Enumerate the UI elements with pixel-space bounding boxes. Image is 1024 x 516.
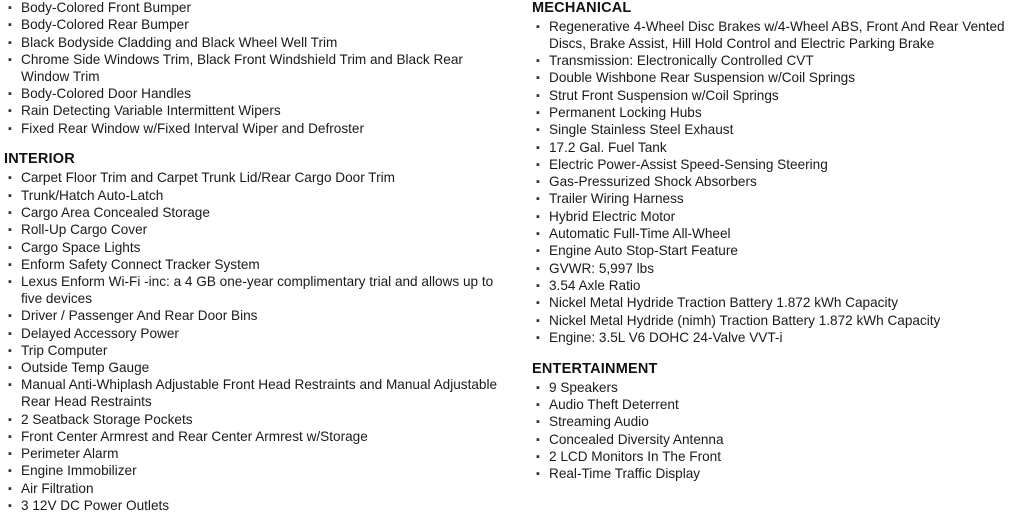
list-item <box>4 257 506 274</box>
bullet-icon: ▪ <box>8 327 12 340</box>
bullet-icon: ▪ <box>536 468 540 481</box>
list-item <box>4 326 506 343</box>
bullet-icon: ▪ <box>536 450 540 463</box>
list-item-label: Outside Temp Gauge <box>21 360 150 376</box>
list-item <box>532 380 1016 397</box>
list-item <box>4 170 506 187</box>
bullet-icon: ▪ <box>536 55 540 68</box>
list-item-label: Manual Anti-Whiplash Adjustable Front Head Restraints and Manual Adjustable Rear Head Restraints <box>21 377 498 410</box>
list-item-label: GVWR: 5,997 lbs <box>549 260 655 276</box>
list-item <box>4 205 506 222</box>
bullet-icon: ▪ <box>536 106 540 119</box>
list-item-label: Cargo Space Lights <box>21 239 141 255</box>
list-item-label: Engine Immobilizer <box>21 463 137 479</box>
list-item <box>532 397 1016 414</box>
list-item-label: Electric Power-Assist Speed-Sensing Steering <box>549 156 828 172</box>
bullet-icon: ▪ <box>8 2 12 14</box>
list-item <box>4 121 506 138</box>
list-item-label: Nickel Metal Hydride Traction Battery 1.872 kWh Capacity <box>549 295 899 311</box>
list-item <box>532 243 1016 260</box>
list-item-label: 9 Speakers <box>549 379 618 395</box>
bullet-icon: ▪ <box>8 241 12 254</box>
list-item-label: Hybrid Electric Motor <box>549 208 676 224</box>
list-item <box>4 274 506 308</box>
list-item <box>532 19 1016 53</box>
bullet-icon: ▪ <box>8 448 12 461</box>
list-item-label: Trip Computer <box>21 342 108 358</box>
bullet-icon: ▪ <box>8 172 12 185</box>
list-item <box>4 498 506 515</box>
bullet-icon: ▪ <box>536 433 540 446</box>
list-item <box>532 157 1016 174</box>
list-item-label: Gas-Pressurized Shock Absorbers <box>549 174 757 190</box>
list-item <box>4 308 506 325</box>
list-item <box>532 88 1016 105</box>
bullet-icon: ▪ <box>8 344 12 357</box>
list-item-label: Trunk/Hatch Auto-Latch <box>21 187 164 203</box>
bullet-icon: ▪ <box>8 87 12 100</box>
list-item-label: Black Bodyside Cladding and Black Wheel Well Trim <box>21 34 338 50</box>
list-item-label: 17.2 Gal. Fuel Tank <box>549 139 667 155</box>
list-item <box>532 278 1016 295</box>
bullet-icon: ▪ <box>536 381 540 394</box>
spec-section <box>532 0 1016 347</box>
spec-list <box>4 0 506 137</box>
list-item-label: 3.54 Axle Ratio <box>549 277 641 293</box>
list-item <box>532 313 1016 330</box>
list-item <box>4 17 506 34</box>
bullet-icon: ▪ <box>8 500 12 513</box>
bullet-icon: ▪ <box>8 19 12 32</box>
list-item <box>4 429 506 446</box>
bullet-icon: ▪ <box>536 176 540 189</box>
section-heading: MECHANICAL <box>532 0 632 16</box>
bullet-icon: ▪ <box>536 21 540 33</box>
list-item <box>532 53 1016 70</box>
list-item-label: Automatic Full-Time All-Wheel <box>549 226 731 242</box>
list-item-label: Engine: 3.5L V6 DOHC 24-Valve VVT-i <box>549 329 783 345</box>
list-item-label: Body-Colored Rear Bumper <box>21 17 189 33</box>
list-item-label: Perimeter Alarm <box>21 446 119 462</box>
bullet-icon: ▪ <box>8 53 12 66</box>
list-item-label: Body-Colored Door Handles <box>21 85 192 101</box>
list-item-label: Real-Time Traffic Display <box>549 466 701 482</box>
list-item <box>532 191 1016 208</box>
list-item-label: Front Center Armrest and Rear Center Armrest w/Storage <box>21 428 368 444</box>
spec-list <box>532 19 1016 347</box>
list-item <box>4 0 506 17</box>
list-item <box>4 52 506 86</box>
list-item <box>532 261 1016 278</box>
list-item <box>532 414 1016 431</box>
bullet-icon: ▪ <box>536 124 540 137</box>
bullet-icon: ▪ <box>8 224 12 237</box>
bullet-icon: ▪ <box>536 245 540 258</box>
list-item-label: Strut Front Suspension w/Coil Springs <box>549 87 779 103</box>
bullet-icon: ▪ <box>536 193 540 206</box>
list-item <box>532 209 1016 226</box>
bullet-icon: ▪ <box>536 331 540 344</box>
list-item <box>4 463 506 480</box>
bullet-icon: ▪ <box>8 465 12 478</box>
list-item <box>4 222 506 239</box>
bullet-icon: ▪ <box>536 279 540 292</box>
list-item-label: Nickel Metal Hydride (nimh) Traction Battery 1.872 kWh Capacity <box>549 312 941 328</box>
list-item-label: Transmission: Electronically Controlled CVT <box>549 53 814 69</box>
section-heading: ENTERTAINMENT <box>532 360 658 377</box>
list-item <box>532 70 1016 87</box>
bullet-icon: ▪ <box>8 122 12 135</box>
list-item <box>532 432 1016 449</box>
list-item <box>4 240 506 257</box>
list-item <box>4 377 506 411</box>
bullet-icon: ▪ <box>8 430 12 443</box>
list-item-label: Trailer Wiring Harness <box>549 191 684 207</box>
list-item-label: Double Wishbone Rear Suspension w/Coil Springs <box>549 70 856 86</box>
bullet-icon: ▪ <box>536 314 540 327</box>
list-item-label: Rain Detecting Variable Intermittent Wipers <box>21 103 281 119</box>
spec-list <box>4 170 506 514</box>
list-item <box>532 330 1016 347</box>
bullet-icon: ▪ <box>536 297 540 310</box>
bullet-icon: ▪ <box>536 262 540 275</box>
list-item <box>4 481 506 498</box>
list-item <box>532 140 1016 157</box>
list-item-label: 2 LCD Monitors In The Front <box>549 448 722 464</box>
bullet-icon: ▪ <box>536 398 540 411</box>
list-item-label: Fixed Rear Window w/Fixed Interval Wiper and Defroster <box>21 120 364 136</box>
right-column <box>516 0 1024 516</box>
bullet-icon: ▪ <box>8 36 12 49</box>
list-item <box>532 449 1016 466</box>
list-item-label: 2 Seatback Storage Pockets <box>21 411 193 427</box>
bullet-icon: ▪ <box>8 362 12 375</box>
list-item-label: Roll-Up Cargo Cover <box>21 222 148 238</box>
list-item-label: Air Filtration <box>21 480 94 496</box>
list-item-label: Audio Theft Deterrent <box>549 396 679 412</box>
list-item-label: Enform Safety Connect Tracker System <box>21 256 260 272</box>
bullet-icon: ▪ <box>8 105 12 118</box>
bullet-icon: ▪ <box>536 416 540 429</box>
list-item <box>4 188 506 205</box>
bullet-icon: ▪ <box>536 72 540 85</box>
spec-section <box>4 0 506 137</box>
list-item-label: Engine Auto Stop-Start Feature <box>549 243 738 259</box>
list-item <box>532 295 1016 312</box>
list-item-label: Delayed Accessory Power <box>21 325 179 341</box>
list-item <box>4 343 506 360</box>
list-item <box>532 122 1016 139</box>
bullet-icon: ▪ <box>8 482 12 495</box>
bullet-icon: ▪ <box>8 206 12 219</box>
bullet-icon: ▪ <box>8 310 12 323</box>
bullet-icon: ▪ <box>8 258 12 271</box>
bullet-icon: ▪ <box>536 228 540 241</box>
bullet-icon: ▪ <box>8 276 12 289</box>
list-item <box>4 446 506 463</box>
list-item <box>4 35 506 52</box>
bullet-icon: ▪ <box>8 189 12 202</box>
list-item <box>4 103 506 120</box>
bullet-icon: ▪ <box>8 379 12 392</box>
bullet-icon: ▪ <box>536 210 540 223</box>
list-item <box>532 105 1016 122</box>
spec-section <box>4 151 506 514</box>
list-item <box>532 226 1016 243</box>
list-item <box>532 174 1016 191</box>
list-item-label: Lexus Enform Wi-Fi -inc: a 4 GB one-year complimentary trial and allows up to five devices <box>21 274 494 306</box>
bullet-icon: ▪ <box>536 158 540 171</box>
section-heading: INTERIOR <box>4 151 75 168</box>
spec-section <box>532 361 1016 483</box>
list-item-label: Single Stainless Steel Exhaust <box>549 122 734 138</box>
list-item <box>4 412 506 429</box>
list-item <box>532 466 1016 483</box>
bullet-icon: ▪ <box>536 141 540 154</box>
list-item-label: Body-Colored Front Bumper <box>21 0 191 15</box>
list-item-label: Regenerative 4-Wheel Disc Brakes w/4-Wheel ABS, Front And Rear Vented Discs, Brake Assist, Hill Hold Control and Electric Parking Brake <box>549 19 1005 51</box>
list-item-label: Carpet Floor Trim and Carpet Trunk Lid/Rear Cargo Door Trim <box>21 170 395 186</box>
list-item-label: 3 12V DC Power Outlets <box>21 498 170 514</box>
list-item <box>4 360 506 377</box>
list-item <box>4 86 506 103</box>
list-item-label: Permanent Locking Hubs <box>549 104 702 120</box>
list-item-label: Streaming Audio <box>549 414 649 430</box>
list-item-label: Cargo Area Concealed Storage <box>21 204 210 220</box>
list-item-label: Chrome Side Windows Trim, Black Front Windshield Trim and Black Rear Window Trim <box>21 51 463 84</box>
list-item-label: Concealed Diversity Antenna <box>549 431 724 447</box>
list-item-label: Driver / Passenger And Rear Door Bins <box>21 308 258 324</box>
bullet-icon: ▪ <box>8 413 12 426</box>
spec-list <box>532 380 1016 483</box>
bullet-icon: ▪ <box>536 89 540 102</box>
